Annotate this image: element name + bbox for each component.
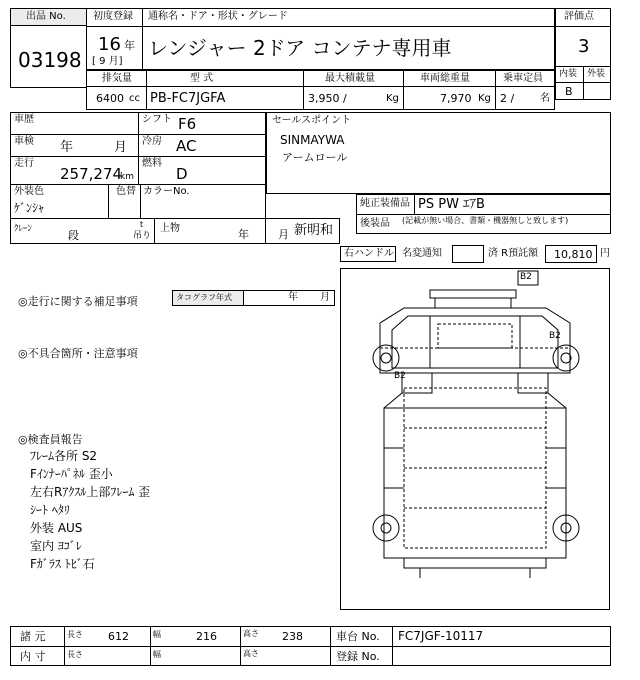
model-label: 型 式 — [190, 73, 214, 84]
name-change-box — [452, 245, 484, 263]
equipment-label-split — [414, 194, 415, 214]
inner-height-label: 高さ — [243, 649, 259, 658]
sales-line-2: アームロール — [282, 151, 348, 164]
body-label: 上物 — [160, 223, 180, 234]
recycle-unit: 円 — [600, 248, 610, 259]
driving-notes-label: ◎走行に関する補足事項 — [18, 295, 138, 308]
dims-col-4 — [330, 626, 331, 666]
recycle-amount: 10,810 — [554, 248, 593, 261]
inspector-line-2: Fｲﾝﾅｰﾊﾟﾈﾙ 歪小 — [30, 467, 113, 481]
length-value: 612 — [108, 630, 129, 643]
passengers-value: 2 / — [500, 92, 515, 105]
first-reg-label: 初度登録 — [93, 11, 133, 22]
capacity-unit: Kg — [386, 93, 399, 104]
spec-div-1 — [146, 70, 147, 110]
details-row-3 — [10, 184, 266, 185]
model-value: PB-FC7JGFA — [150, 91, 226, 106]
inspector-line-4: ｼｰﾄ ﾍﾀﾘ — [30, 503, 70, 517]
displacement-label: 排気量 — [102, 73, 132, 84]
crane-stage-unit: 段 — [68, 229, 79, 242]
registration-label: 登録 No. — [336, 650, 380, 663]
dims-row-divider — [10, 646, 611, 647]
displacement-unit: cc — [129, 93, 140, 104]
name-change-label: 名変通知 — [402, 248, 442, 259]
height-value: 238 — [282, 630, 303, 643]
body-maker: 新明和 — [294, 223, 334, 238]
displacement-value: 6400 — [96, 92, 124, 105]
spec-div-4 — [495, 70, 496, 110]
ext-color-label: 外装色 — [14, 186, 44, 197]
eval-label-divider — [555, 26, 611, 27]
crane-hook-unit: 吊り — [133, 231, 152, 241]
capacity-value: 3,950 / — [308, 92, 347, 105]
aircon-label: 冷房 — [142, 136, 162, 147]
equipment-value: PS PW ｴｱB — [418, 197, 485, 212]
first-reg-year-unit: 年 — [124, 39, 135, 52]
lot-label: 出品 No. — [26, 11, 66, 22]
spec-header-divider — [86, 86, 555, 87]
equipment-label: 純正装備品 — [360, 198, 410, 209]
interior-grade: B — [565, 85, 573, 98]
width-value: 216 — [196, 630, 217, 643]
sales-label: セールスポイント — [272, 115, 352, 126]
dims-col-1 — [64, 626, 65, 666]
length-label: 長さ — [67, 630, 83, 639]
first-reg-month: [ 9 月] — [92, 56, 123, 67]
passengers-unit: 名 — [540, 93, 550, 104]
inspection-year-unit: 年 — [60, 140, 74, 155]
fuel-value: D — [176, 165, 188, 183]
crane-label: ｸﾚｰﾝ — [14, 224, 33, 234]
capacity-label: 最大積載量 — [325, 73, 375, 84]
tacho-label: タコグラフ年式 — [176, 293, 232, 302]
gross-weight-value: 7,970 — [440, 92, 472, 105]
gross-weight-label: 車両総重量 — [420, 73, 470, 84]
eval-score: 3 — [578, 36, 590, 57]
mark-left: B2 — [394, 371, 406, 381]
recycle-label: 済 R預託額 — [488, 248, 539, 259]
mileage-unit: km — [120, 172, 134, 182]
height-label: 高さ — [243, 629, 259, 638]
aircon-value: AC — [176, 137, 197, 155]
chassis-number: FC7JGF-10117 — [398, 629, 484, 643]
inspector-line-1: ﾌﾚｰﾑ各所 S2 — [30, 449, 98, 463]
body-year-unit: 年 — [238, 228, 249, 241]
name-header-divider — [86, 26, 555, 27]
dims-col-2 — [150, 626, 151, 666]
inner-width-label: 幅 — [153, 650, 161, 659]
mileage-value: 257,274 — [60, 165, 123, 183]
defects-label: ◎不具合箇所・注意事項 — [18, 347, 138, 360]
inspector-line-7: Fｶﾞﾗｽ ﾄﾋﾞ石 — [30, 557, 95, 571]
color-change-label: 色替 — [116, 186, 136, 197]
truck-diagram — [340, 268, 610, 610]
passengers-label: 乗車定員 — [503, 73, 543, 84]
mileage-label: 走行 — [14, 158, 34, 169]
tacho-month-unit: 月 — [320, 292, 330, 303]
body-month-unit: 月 — [278, 228, 289, 241]
details-col-1 — [138, 112, 139, 184]
details-col-2 — [108, 184, 109, 218]
exterior-label: 外装 — [587, 69, 606, 79]
sales-line-1: SINMAYWA — [280, 133, 345, 147]
eval-sub-split — [583, 66, 584, 100]
lot-number: 03198 — [18, 48, 82, 72]
equipment-divider — [356, 214, 611, 215]
aftermarket-label: 後装品 — [360, 218, 390, 229]
inspector-report-label: ◎検査員報告 — [18, 433, 83, 446]
reg-divider — [142, 8, 143, 70]
interior-label: 内装 — [559, 69, 578, 79]
shift-value: F6 — [178, 115, 197, 133]
inspector-line-6: 室内 ﾖｺﾞﾚ — [30, 539, 82, 553]
crane-ton-unit: t — [140, 220, 144, 229]
width-label: 幅 — [153, 630, 161, 639]
dims-col-3 — [240, 626, 241, 666]
spec-div-2 — [303, 70, 304, 110]
inspection-label: 車検 — [14, 136, 34, 147]
fuel-label: 燃料 — [142, 158, 162, 169]
inner-dims-label: 内 寸 — [20, 650, 46, 663]
first-reg-year: 16 — [98, 34, 121, 55]
vehicle-name: レンジャー 2ドア コンテナ専用車 — [148, 36, 452, 60]
spec-div-3 — [403, 70, 404, 110]
dims-label: 諸 元 — [20, 630, 46, 643]
shift-label: シフト — [142, 114, 172, 125]
ext-color-value: ｹﾞﾝｼｬ — [14, 201, 45, 215]
inspection-month-unit: 月 — [114, 140, 128, 155]
aftermarket-note: (記載が無い場合、書類・機器無しと致します) — [402, 216, 569, 225]
chassis-label: 車台 No. — [336, 630, 380, 643]
mark-right: B2 — [549, 331, 561, 341]
inner-length-label: 長さ — [67, 650, 83, 659]
vehicle-name-label: 通称名・ドア・形状・グレード — [148, 11, 288, 22]
inspector-line-3: 左右Rｱｸｽﾙ上部ﾌﾚｰﾑ 歪 — [30, 485, 151, 499]
dims-col-5 — [392, 626, 393, 666]
gross-weight-unit: Kg — [478, 93, 491, 104]
inspector-line-5: 外装 AUS — [30, 521, 83, 535]
color-number-label: カラーNo. — [143, 186, 190, 197]
steering-value: 右ハンドル — [344, 248, 394, 259]
tacho-year-unit: 年 — [288, 292, 298, 303]
eval-label: 評価点 — [564, 11, 594, 22]
history-label: 車歴 — [14, 114, 34, 125]
details-col-3 — [140, 184, 141, 218]
mark-front: B2 — [520, 272, 532, 282]
